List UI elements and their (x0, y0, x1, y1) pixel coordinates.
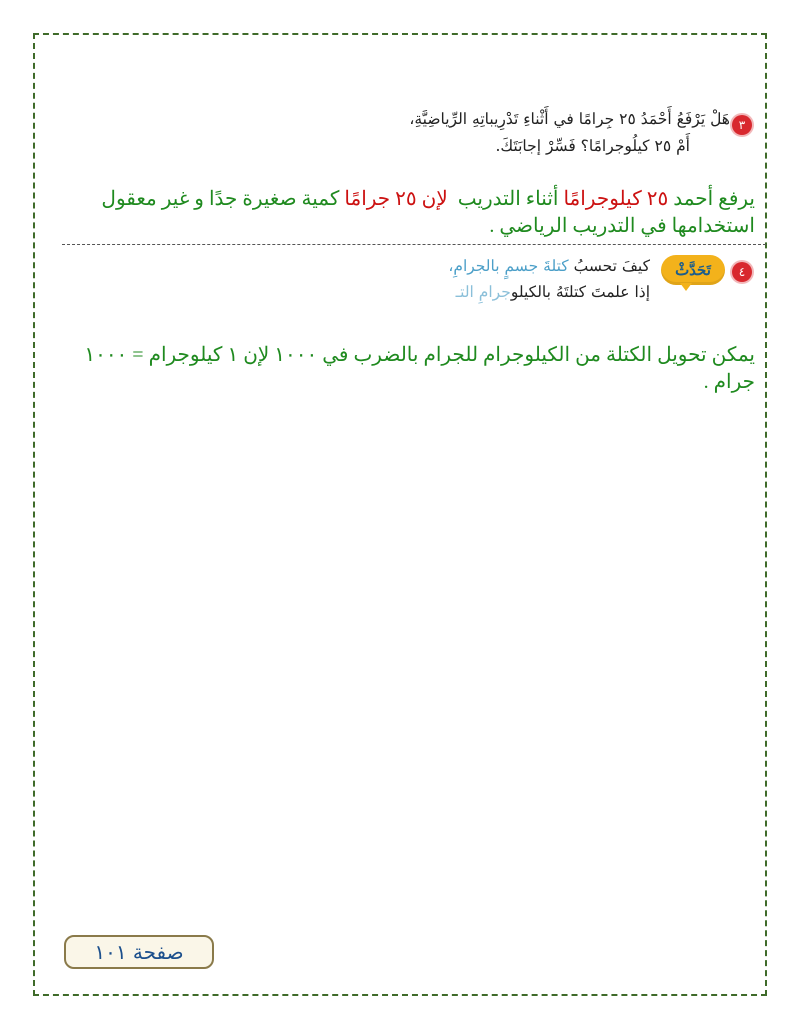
question-number-badge: ٣ (732, 115, 752, 135)
question-number-badge: ٤ (732, 262, 752, 282)
answer-3-highlight-kg: ٢٥ كيلوجرامًا (563, 188, 669, 210)
question-4 (448, 253, 650, 305)
section-divider (62, 244, 766, 245)
answer-3-part-5: كمية صغيرة جدًا و غير معقول استخدامها في التدريب الرياضي . (101, 188, 755, 237)
question-4-line-2 (448, 279, 650, 305)
question-4-line-2-watermarked: جرامِ التـ (455, 283, 511, 301)
answer-3-part-1: يرفع أحمد (673, 188, 755, 210)
answer-3-part-3: أثناء التدريب (457, 188, 559, 210)
question-4-line-1-text: كيفَ تحسبُ (573, 257, 650, 275)
page-number-tag: صفحة ١٠١ (64, 935, 214, 969)
answer-4: يمكن تحويل الكتلة من الكيلوجرام للجرام بالضرب في ١٠٠٠ لإن ١ كيلوجرام = ١٠٠٠ جرام . (84, 344, 755, 393)
answer-3-highlight-g: لإن ٢٥ جرامًا (344, 188, 448, 210)
question-4-line-2-text: إذا علمتَ كتلتَهُ بالكيلو (510, 283, 650, 301)
question-3 (409, 106, 730, 160)
question-3-line-1: هَلْ يَرْفَعُ أَحْمَدُ ٢٥ جِرامًا في أَثْناءِ تَدْرِيباتِهِ الرِّياضِيَّةِ، (409, 110, 730, 128)
question-4-line-1-watermarked: كتلةَ جسمٍ بالجرامِ، (448, 257, 569, 275)
question-4-line-1 (448, 253, 650, 279)
question-3-line-2: أَمْ ٢٥ كيلُوجرامًا؟ فَسِّرْ إجابَتَكَ. (495, 137, 690, 155)
answer-3 (50, 186, 755, 240)
page-frame (33, 33, 767, 996)
talk-badge: تَحَدَّثْ (661, 255, 725, 285)
speech-bubble-tail-icon (680, 283, 692, 291)
